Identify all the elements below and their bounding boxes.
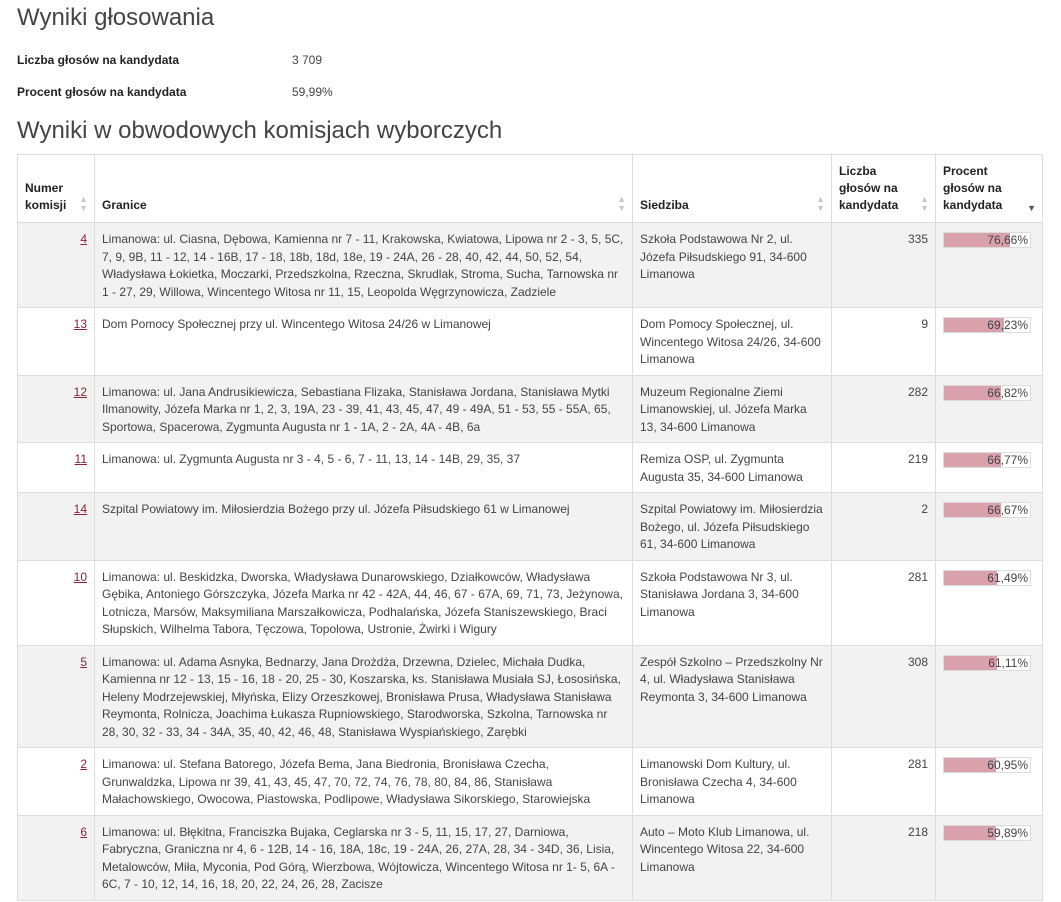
table-row bbox=[18, 645, 1043, 748]
seat-cell: Remiza OSP, ul. Zygmunta Augusta 35, 34-600 Limanowa bbox=[633, 443, 832, 493]
percent-bar bbox=[943, 570, 1031, 586]
bounds-cell: Limanowa: ul. Beskidzka, Dworska, Władysława Dunarowskiego, Działkowców, Władysława Gębika, Antoniego Górszczyka, Józefa Marka nr 42 - 42A, 44, 46, 67 - 67A, 69, 71, 73, Jeżynowa, Lotnicza, Marsów, Maksymiliana Marszałkowicza, Podhalańska, Józefa Staniszewskiego, Braci Słupskich, Wilhelma Tabora, Tęczowa, Topolowa, Ustronie, Żwirki i Wigury bbox=[95, 560, 633, 645]
commission-number-cell bbox=[18, 308, 95, 376]
percent-cell bbox=[936, 375, 1043, 443]
results-summary bbox=[17, 44, 617, 108]
votes-cell: 2 bbox=[832, 493, 936, 561]
percent-bar-label: 69,23% bbox=[987, 318, 1028, 332]
percent-bar bbox=[943, 232, 1031, 248]
commission-number-link[interactable]: 11 bbox=[74, 452, 87, 466]
seat-cell: Limanowski Dom Kultury, ul. Bronisława Czecha 4, 34-600 Limanowa bbox=[633, 748, 832, 816]
percent-bar bbox=[943, 825, 1031, 841]
percent-cell bbox=[936, 223, 1043, 308]
sort-icon: ▲ ▼ bbox=[617, 194, 626, 213]
column-header-label: Granice bbox=[102, 198, 147, 212]
summary-row-votes bbox=[17, 44, 617, 76]
percent-bar-label: 66,77% bbox=[987, 453, 1028, 467]
table-header-row bbox=[18, 155, 1043, 223]
commission-number-link[interactable]: 12 bbox=[73, 384, 87, 399]
column-header-number[interactable] bbox=[18, 155, 95, 223]
votes-cell: 282 bbox=[832, 375, 936, 443]
bounds-cell: Limanowa: ul. Adama Asnyka, Bednarzy, Jana Drożdża, Drzewna, Dzielec, Michała Dudka, Kamienna nr 12 - 13, 15 - 16, 18 - 20, 25 - 30, Koszarska, ks. Stanisława Musiała SJ, Łososińska, Heleny Modrzejewskiej, Młyńska, Elizy Orzeszkowej, Bronisława Prusa, Władysława Stanisława Reymonta, Rolnicza, Joachima Łukasza Rupniowskiego, Starodworska, Szkolna, Tarnowska nr 28, 30, 32 - 33, 34 - 34A, 35, 40, 42, 46, 48, Stanisława Wyspiańskiego, Zarębki bbox=[95, 645, 633, 748]
votes-cell: 308 bbox=[832, 645, 936, 748]
percent-bar-label: 66,67% bbox=[987, 503, 1028, 517]
commission-number-link[interactable]: 14 bbox=[73, 502, 87, 516]
seat-cell: Muzeum Regionalne Ziemi Limanowskiej, ul. Józefa Marka 13, 34-600 Limanowa bbox=[633, 375, 832, 443]
bounds-cell: Limanowa: ul. Błękitna, Franciszka Bujaka, Ceglarska nr 3 - 5, 11, 15, 17, 27, Darniowa, Fabryczna, Graniczna nr 4, 6 - 12B, 14 - 16, 18A, 18c, 19 - 24A, 26, 27A, 28, 34 - 34D, 36, Lisia, Metalowców, Miła, Myconia, Pod Górą, Wierzbowa, Wójtowicza, Wincentego Witosa nr 1- 5, 6A - 6C, 7 - 10, 12, 14, 16, 18, 20, 22, 24, 26, 28, Zacisze bbox=[95, 815, 633, 900]
sort-icon: ▲ ▼ bbox=[79, 194, 88, 213]
results-title: Wyniki głosowania bbox=[17, 4, 215, 31]
table-row bbox=[18, 375, 1043, 443]
bounds-cell: Dom Pomocy Społecznej przy ul. Wincentego Witosa 24/26 w Limanowej bbox=[95, 308, 633, 376]
percent-bar-label: 59,89% bbox=[987, 825, 1028, 840]
commission-number-link[interactable]: 13 bbox=[73, 317, 87, 331]
percent-value: 59,99% bbox=[292, 85, 333, 99]
percent-bar-label: 60,95% bbox=[987, 758, 1028, 772]
column-header-bounds[interactable] bbox=[95, 155, 633, 223]
percent-bar-label: 61,49% bbox=[987, 570, 1028, 585]
votes-cell: 9 bbox=[832, 308, 936, 376]
percent-cell bbox=[936, 493, 1043, 561]
column-header-label: Liczba głosów na kandydata bbox=[839, 164, 899, 212]
commission-number-link[interactable]: 2 bbox=[80, 757, 87, 771]
commission-number-link[interactable]: 5 bbox=[80, 654, 87, 669]
commission-number-cell bbox=[18, 815, 95, 900]
bounds-cell: Limanowa: ul. Jana Andrusikiewicza, Sebastiana Flizaka, Stanisława Jordana, Stanisława Mytki Ilmanowity, Józefa Marka nr 1, 2, 3, 19A, 23 - 39, 41, 43, 45, 47, 49 - 49A, 51 - 53, 55 - 55A, 65, Sportowa, Spacerowa, Zygmunta Augusta nr 1 - 1A, 2 - 2A, 4A - 4B, 6a bbox=[95, 375, 633, 443]
bounds-cell: Limanowa: ul. Ciasna, Dębowa, Kamienna nr 7 - 11, Krakowska, Kwiatowa, Lipowa nr 2 - 3, 5, 5C, 7, 9, 9B, 11 - 12, 14 - 16B, 17 - 18, 18b, 18d, 18e, 19 - 24A, 26 - 28, 40, 42, 44, 50, 52, 54, Władysława Łokietka, Moczarki, Przedszkolna, Rzeczna, Skrudlak, Stroma, Sucha, Tarnowska nr 1 - 27, 29, Willowa, Wincentego Witosa nr 11, 15, Leopolda Węgrzynowicza, Zadziele bbox=[95, 223, 633, 308]
column-header-label: Procent głosów na kandydata bbox=[943, 164, 1003, 212]
seat-cell: Szpital Powiatowy im. Miłosierdzia Bożego, ul. Józefa Piłsudskiego 61, 34-600 Limanowa bbox=[633, 493, 832, 561]
commission-number-link[interactable]: 10 bbox=[73, 569, 87, 584]
table-row bbox=[18, 815, 1043, 900]
seat-cell: Zespół Szkolno – Przedszkolny Nr 4, ul. Władysława Stanisława Reymonta 3, 34-600 Limanowa bbox=[633, 645, 832, 748]
percent-bar bbox=[943, 502, 1031, 518]
percent-cell bbox=[936, 645, 1043, 748]
commission-number-cell bbox=[18, 375, 95, 443]
commission-number-link[interactable]: 6 bbox=[80, 824, 87, 839]
seat-cell: Szkoła Podstawowa Nr 2, ul. Józefa Piłsudskiego 91, 34-600 Limanowa bbox=[633, 223, 832, 308]
votes-cell: 281 bbox=[832, 560, 936, 645]
table-body bbox=[18, 223, 1043, 901]
commission-number-link[interactable]: 4 bbox=[80, 232, 87, 246]
percent-label: Procent głosów na kandydata bbox=[17, 85, 187, 99]
percent-bar bbox=[943, 385, 1031, 401]
percent-bar-label: 76,66% bbox=[987, 233, 1028, 247]
sort-icon: ▲ ▼ bbox=[920, 194, 929, 213]
table-row bbox=[18, 223, 1043, 308]
column-header-votes[interactable] bbox=[832, 155, 936, 223]
seat-cell: Szkoła Podstawowa Nr 3, ul. Stanisława Jordana 3, 34-600 Limanowa bbox=[633, 560, 832, 645]
percent-cell bbox=[936, 308, 1043, 376]
percent-cell bbox=[936, 748, 1043, 816]
commission-number-cell bbox=[18, 493, 95, 561]
commissions-table bbox=[17, 154, 1043, 901]
table-row bbox=[18, 443, 1043, 493]
percent-cell bbox=[936, 815, 1043, 900]
commissions-title: Wyniki w obwodowych komisjach wyborczych bbox=[17, 117, 503, 144]
votes-label: Liczba głosów na kandydata bbox=[17, 53, 180, 67]
percent-bar-label: 61,11% bbox=[988, 655, 1028, 670]
commission-number-cell bbox=[18, 223, 95, 308]
percent-bar bbox=[943, 452, 1031, 468]
column-header-percent[interactable] bbox=[936, 155, 1043, 223]
percent-cell bbox=[936, 443, 1043, 493]
seat-cell: Auto – Moto Klub Limanowa, ul. Wincentego Witosa 22, 34-600 Limanowa bbox=[633, 815, 832, 900]
table-row bbox=[18, 748, 1043, 816]
percent-bar bbox=[943, 757, 1031, 773]
percent-bar-label: 66,82% bbox=[987, 385, 1028, 400]
votes-cell: 335 bbox=[832, 223, 936, 308]
bounds-cell: Limanowa: ul. Zygmunta Augusta nr 3 - 4, 5 - 6, 7 - 11, 13, 14 - 14B, 29, 35, 37 bbox=[95, 443, 633, 493]
commission-number-cell bbox=[18, 560, 95, 645]
bounds-cell: Szpital Powiatowy im. Miłosierdzia Bożego przy ul. Józefa Piłsudskiego 61 w Limanowej bbox=[95, 493, 633, 561]
votes-cell: 218 bbox=[832, 815, 936, 900]
votes-value: 3 709 bbox=[292, 53, 323, 67]
percent-bar bbox=[943, 655, 1031, 671]
table-row bbox=[18, 560, 1043, 645]
commission-number-cell bbox=[18, 748, 95, 816]
votes-cell: 219 bbox=[832, 443, 936, 493]
sort-desc-icon: ▼ bbox=[1027, 203, 1036, 213]
percent-bar bbox=[943, 317, 1031, 333]
bounds-cell: Limanowa: ul. Stefana Batorego, Józefa Bema, Jana Biedronia, Bronisława Czecha, Grunwaldzka, Lipowa nr 39, 41, 43, 45, 47, 70, 72, 74, 76, 78, 80, 84, 86, Stanisława Małachowskiego, Owocowa, Piastowska, Podlipowe, Władysława Sikorskiego, Starowiejska bbox=[95, 748, 633, 816]
sort-icon: ▲ ▼ bbox=[816, 194, 825, 213]
table-row bbox=[18, 493, 1043, 561]
commission-number-cell bbox=[18, 443, 95, 493]
percent-cell bbox=[936, 560, 1043, 645]
seat-cell: Dom Pomocy Społecznej, ul. Wincentego Witosa 24/26, 34-600 Limanowa bbox=[633, 308, 832, 376]
column-header-label: Siedziba bbox=[640, 198, 689, 212]
table-row bbox=[18, 308, 1043, 376]
votes-cell: 281 bbox=[832, 748, 936, 816]
column-header-seat[interactable] bbox=[633, 155, 832, 223]
summary-row-percent bbox=[17, 76, 617, 108]
commission-number-cell bbox=[18, 645, 95, 748]
column-header-label: Numer komisji bbox=[25, 181, 67, 212]
